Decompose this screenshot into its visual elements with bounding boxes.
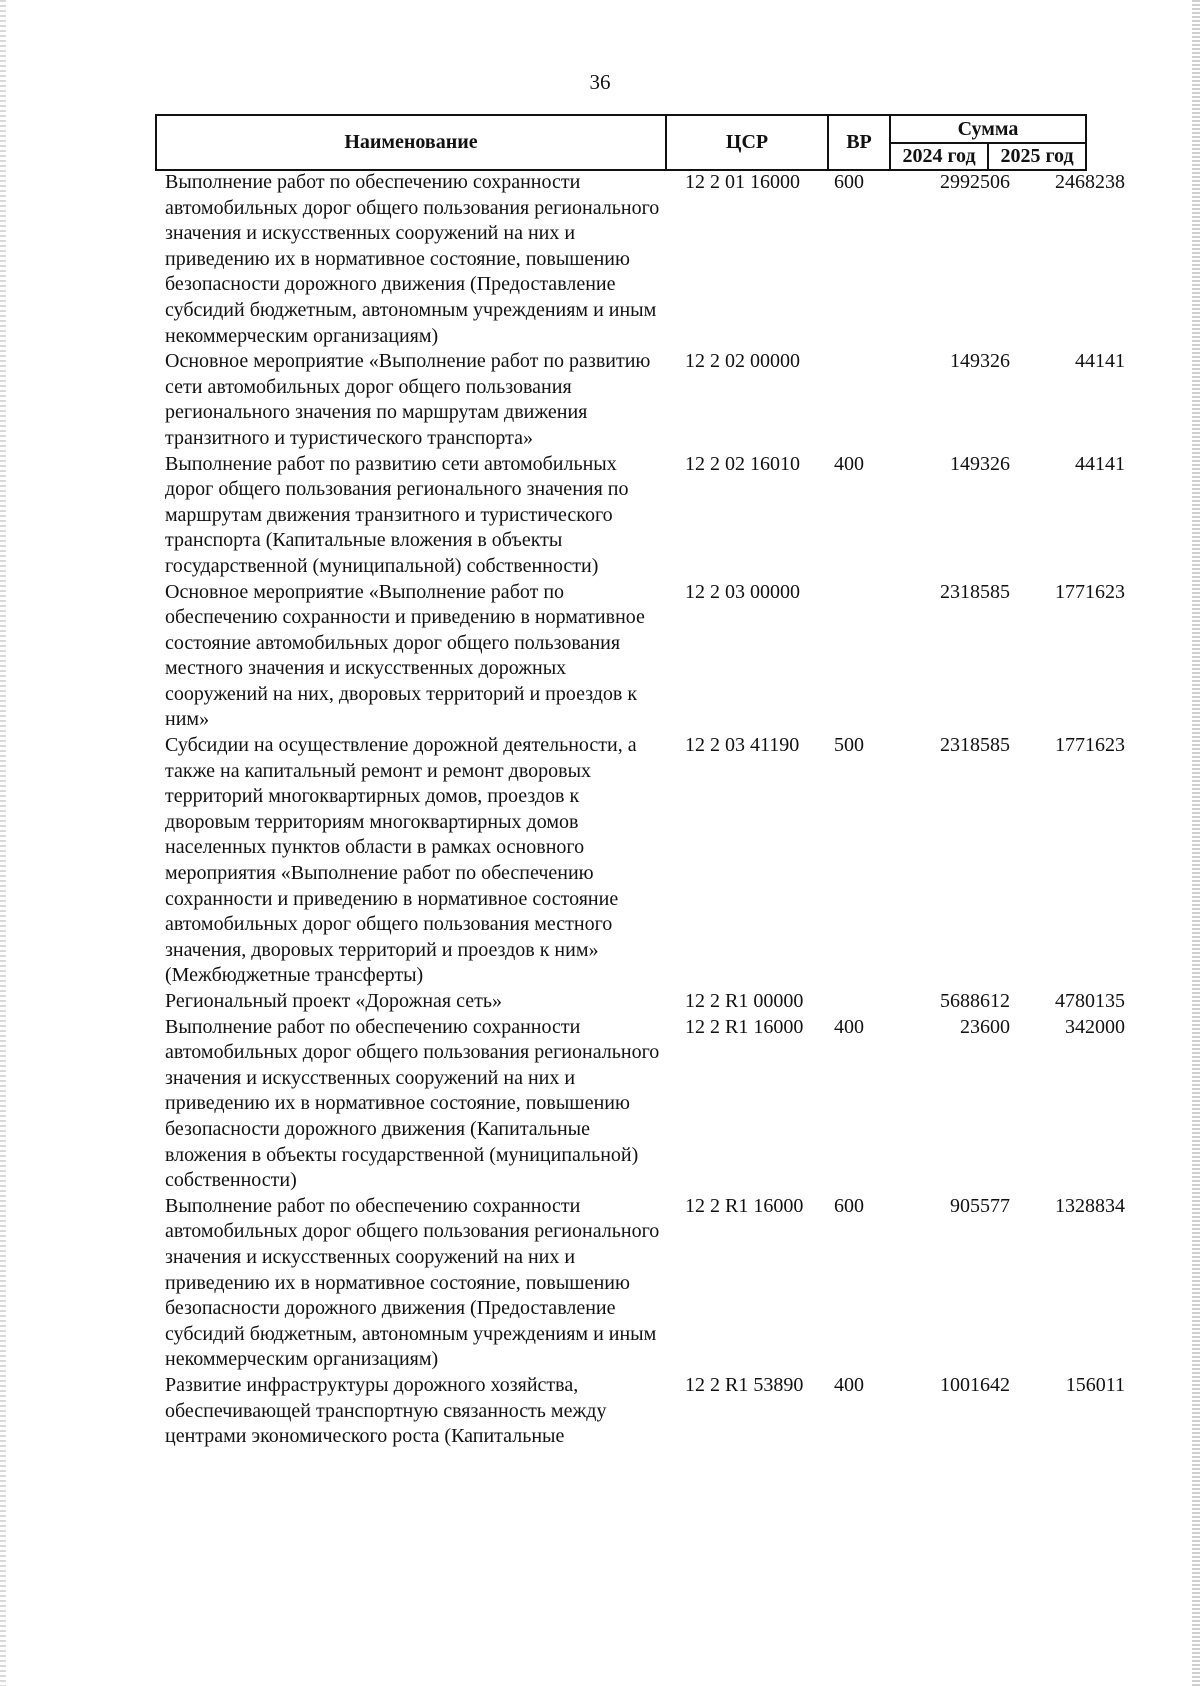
row-amount-2025: 1771623 bbox=[1055, 580, 1125, 603]
row-amount-2025: 156011 bbox=[1065, 1373, 1125, 1396]
row-vr: 600 bbox=[834, 171, 864, 193]
row-amount-2025: 44141 bbox=[1075, 350, 1125, 373]
table-row bbox=[165, 989, 1125, 1015]
header-csr: ЦСР bbox=[666, 115, 828, 170]
scan-edge-right bbox=[1192, 0, 1200, 1686]
row-amount-2024: 149326 bbox=[950, 350, 1010, 373]
page-number: 36 bbox=[589, 70, 611, 94]
row-amount-2024: 2318585 bbox=[940, 580, 1010, 603]
row-amount-2025: 1328834 bbox=[1055, 1194, 1125, 1217]
scan-edge-left bbox=[0, 0, 6, 1686]
header-name: Наименование bbox=[156, 115, 666, 170]
row-vr: 400 bbox=[834, 1373, 864, 1396]
row-name: Выполнение работ по обеспечению сохранности автомобильных дорог общего пользования регионального значения и искусственных сооружений на них и приведению их в нормативное состояние, повышению безопасности дорожного движения (Предоставление субсидий бюджетным, автономным учреждениям и иным некоммерческим организациям) bbox=[165, 171, 660, 347]
row-vr: 400 bbox=[834, 452, 864, 475]
header-year-2025: 2025 год bbox=[988, 143, 1086, 170]
row-name: Региональный проект «Дорожная сеть» bbox=[165, 990, 502, 1012]
row-amount-2025: 1771623 bbox=[1055, 734, 1125, 757]
row-amount-2024: 2318585 bbox=[940, 734, 1010, 757]
row-name: Выполнение работ по развитию сети автомобильных дорог общего пользования регионального значения по маршрутам движения транзитного и туристического транспорта (Капитальные вложения в объекты государственной (муниципальной) собственности) bbox=[165, 452, 629, 577]
header-sum: Сумма bbox=[890, 115, 1086, 143]
header-vr: ВР bbox=[828, 115, 890, 170]
row-amount-2025: 2468238 bbox=[1055, 171, 1125, 193]
table-row bbox=[165, 1015, 1125, 1194]
row-name: Развитие инфраструктуры дорожного хозяйства, обеспечивающей транспортную связанность между центрами экономического роста (Капитальные bbox=[165, 1373, 607, 1448]
table-header bbox=[155, 114, 1087, 171]
row-csr: 12 2 01 16000 bbox=[685, 171, 800, 193]
row-amount-2024: 149326 bbox=[950, 452, 1010, 475]
row-csr: 12 2 03 00000 bbox=[685, 580, 800, 603]
row-csr: 12 2 02 00000 bbox=[685, 350, 800, 373]
header-year-2024: 2024 год bbox=[890, 143, 988, 170]
table-body bbox=[165, 170, 1125, 1450]
table-row bbox=[165, 733, 1125, 989]
table-row bbox=[165, 1373, 1125, 1450]
row-amount-2024: 905577 bbox=[950, 1194, 1010, 1217]
row-csr: 12 2 R1 16000 bbox=[685, 1015, 804, 1038]
row-csr: 12 2 R1 53890 bbox=[685, 1373, 804, 1396]
row-amount-2025: 342000 bbox=[1065, 1015, 1125, 1038]
table-row bbox=[165, 1194, 1125, 1373]
row-name: Основное мероприятие «Выполнение работ по обеспечению сохранности и приведению в нормативное состояние автомобильных дорог общего пользования местного значения и искусственных дорожных сооружений на них, дворовых территорий и проездов к ним» bbox=[165, 580, 645, 731]
table-row bbox=[165, 349, 1125, 451]
row-name: Выполнение работ по обеспечению сохранности автомобильных дорог общего пользования регионального значения и искусственных сооружений на них и приведению их в нормативное состояние, повышению безопасности дорожного движения (Капитальные вложения в объекты государственной (муниципальной) собственности) bbox=[165, 1015, 660, 1192]
row-amount-2024: 2992506 bbox=[940, 171, 1010, 193]
row-csr: 12 2 03 41190 bbox=[685, 734, 800, 757]
table-row bbox=[165, 170, 1125, 349]
row-csr: 12 2 02 16010 bbox=[685, 452, 800, 475]
row-csr: 12 2 R1 00000 bbox=[685, 990, 804, 1012]
row-amount-2025: 44141 bbox=[1075, 452, 1125, 475]
row-vr: 600 bbox=[834, 1194, 864, 1217]
row-vr: 500 bbox=[834, 734, 864, 757]
row-amount-2024: 5688612 bbox=[940, 990, 1010, 1012]
table-row bbox=[165, 452, 1125, 580]
row-csr: 12 2 R1 16000 bbox=[685, 1194, 804, 1217]
row-amount-2024: 23600 bbox=[960, 1015, 1010, 1038]
row-amount-2024: 1001642 bbox=[940, 1373, 1010, 1396]
row-amount-2025: 4780135 bbox=[1055, 990, 1125, 1012]
row-vr: 400 bbox=[834, 1015, 864, 1038]
row-name: Выполнение работ по обеспечению сохранности автомобильных дорог общего пользования регионального значения и искусственных сооружений на них и приведению их в нормативное состояние, повышению безопасности дорожного движения (Предоставление субсидий бюджетным, автономным учреждениям и иным некоммерческим организациям) bbox=[165, 1194, 660, 1371]
table-row bbox=[165, 580, 1125, 734]
row-name: Основное мероприятие «Выполнение работ по развитию сети автомобильных дорог общего пользования регионального значения по маршрутам движения транзитного и туристического транспорта» bbox=[165, 350, 651, 449]
row-name: Субсидии на осуществление дорожной деятельности, а также на капитальный ремонт и ремонт дворовых территорий многоквартирных домов, проездов к дворовым территориям многоквартирных домов населенных пунктов области в рамках основного мероприятия «Выполнение работ по обеспечению сохранности и приведению в нормативное состояние автомобильных дорог общего пользования местного значения, дворовых территорий и проездов к ним» (Межбюджетные трансферты) bbox=[165, 734, 637, 987]
